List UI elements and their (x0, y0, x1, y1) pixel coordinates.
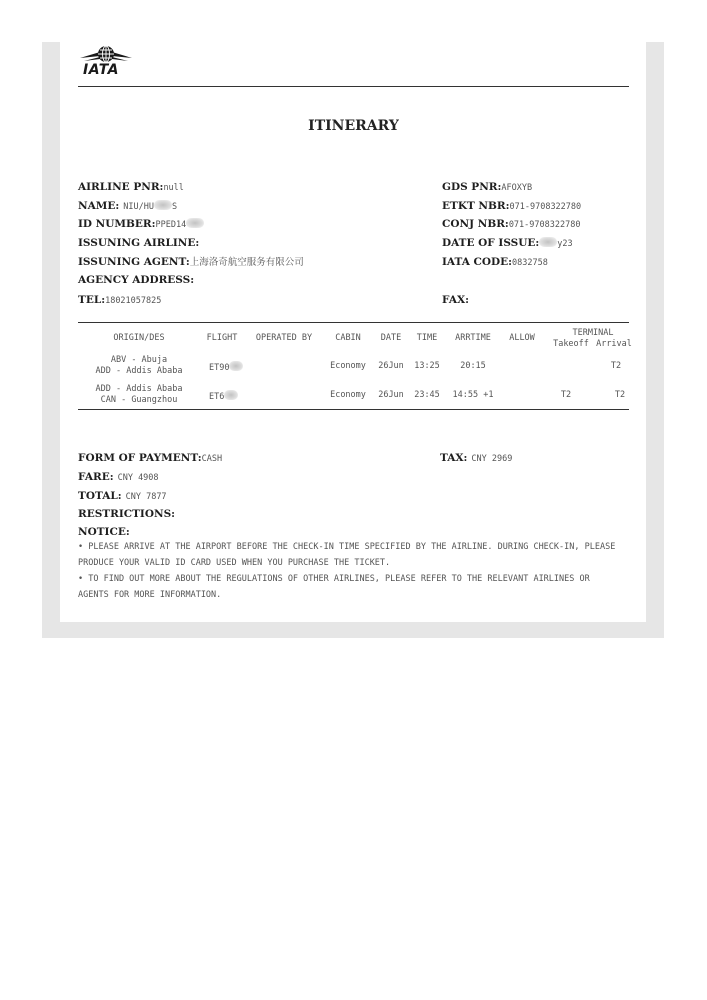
field-label: RESTRICTIONS: (78, 508, 176, 520)
field-value: NIU/HU (123, 202, 154, 212)
field-agency-address (78, 270, 194, 288)
field-label: FARE: (78, 471, 114, 483)
col-header-operated-by: OPERATED BY (255, 333, 313, 343)
table-bottom-rule (78, 409, 629, 410)
col-header-flight: FLIGHT (206, 333, 238, 343)
field-iata-code (442, 252, 548, 270)
col-header-date: DATE (380, 333, 402, 343)
field-value: 18021057825 (105, 296, 162, 306)
flight-number: ET90 (209, 363, 230, 373)
field-value: PPED14 (155, 220, 187, 230)
row2-cabin: Economy (330, 390, 366, 400)
notice-line: AGENTS FOR MORE INFORMATION. (78, 590, 222, 600)
row1-cabin: Economy (330, 361, 366, 371)
col-header-takeoff: Takeoff (553, 339, 589, 349)
row1-flight (209, 361, 243, 373)
redaction-blur (186, 218, 204, 228)
field-tax (440, 448, 512, 466)
field-notice (78, 522, 130, 540)
row1-arrival-terminal: T2 (610, 361, 622, 371)
field-label: NAME: (78, 200, 120, 212)
field-label: CONJ NBR: (442, 218, 509, 230)
row2-time: 23:45 (414, 390, 440, 400)
row2-arrival-terminal: T2 (614, 390, 626, 400)
field-value: 071-9708322780 (509, 202, 582, 212)
field-label: IATA CODE: (442, 256, 513, 268)
field-id-number (78, 214, 204, 232)
field-gds-pnr (442, 177, 532, 195)
field-label: TAX: (440, 452, 468, 464)
row1-arrtime: 20:15 (460, 361, 486, 371)
field-label: FORM OF PAYMENT: (78, 452, 202, 464)
row1-time: 13:25 (414, 361, 440, 371)
field-conj-nbr (442, 214, 580, 232)
field-date-of-issue (442, 233, 573, 251)
field-label: ISSUNING AIRLINE: (78, 237, 200, 249)
field-label: ID NUMBER: (78, 218, 156, 230)
row2-flight (209, 390, 238, 402)
field-label: DATE OF ISSUE: (442, 237, 540, 249)
row2-arrtime: 14:55 +1 (452, 390, 494, 400)
field-value: CASH (201, 454, 223, 464)
field-label: NOTICE: (78, 526, 130, 538)
field-restrictions (78, 504, 175, 522)
col-header-cabin: CABIN (335, 333, 361, 343)
col-header-arrival: Arrival (596, 339, 632, 349)
field-issuing-airline (78, 233, 199, 251)
field-label: ETKT NBR: (442, 200, 510, 212)
field-tel (78, 290, 161, 308)
table-top-rule (78, 322, 629, 323)
col-header-allow: ALLOW (509, 333, 535, 343)
col-header-origin: ORIGIN/DES (113, 333, 165, 343)
field-total (78, 486, 167, 504)
notice-line: PRODUCE YOUR VALID ID CARD USED WHEN YOU PURCHASE THE TICKET. (78, 558, 391, 568)
field-name (78, 196, 177, 214)
field-value: 071-9708322780 (508, 220, 581, 230)
field-fare (78, 467, 159, 485)
field-label: AGENCY ADDRESS: (78, 274, 195, 286)
redaction-blur (229, 361, 243, 371)
field-etkt-nbr (442, 196, 581, 214)
field-fax (442, 290, 469, 308)
field-label: TEL: (78, 294, 106, 306)
field-value-tail: S (171, 202, 178, 212)
logo-text: IATA (83, 62, 120, 78)
field-label: FAX: (442, 294, 470, 306)
field-label: GDS PNR: (442, 181, 502, 193)
redaction-blur (539, 237, 557, 247)
iata-logo (78, 44, 134, 82)
row2-origin: ADD - Addis Ababa (95, 384, 183, 394)
notice-line: • PLEASE ARRIVE AT THE AIRPORT BEFORE THE CHECK-IN TIME SPECIFIED BY THE AIRLINE. DURING CHECK-IN, PLEASE (78, 542, 616, 552)
row1-origin: ABV - Abuja (110, 355, 168, 365)
row2-destination: CAN - Guangzhou (100, 395, 178, 405)
redaction-blur (154, 200, 172, 210)
field-value: CNY 2969 (471, 454, 513, 464)
page-title: ITINERARY (308, 118, 399, 134)
col-header-terminal: TERMINAL (572, 328, 614, 338)
field-label: TOTAL: (78, 490, 122, 502)
field-airline-pnr (78, 177, 184, 195)
flight-number: ET6 (209, 392, 225, 402)
field-value: AFOXYB (501, 183, 533, 193)
field-value-tail: y23 (557, 239, 573, 249)
row1-date: 26Jun (378, 361, 404, 371)
field-label: ISSUNING AGENT: (78, 256, 190, 268)
field-form-of-payment (78, 448, 222, 466)
header-divider (78, 86, 629, 87)
field-value: CNY 7877 (125, 492, 167, 502)
row1-destination: ADD - Addis Ababa (95, 366, 183, 376)
row2-date: 26Jun (378, 390, 404, 400)
field-value: 0832758 (512, 258, 548, 268)
field-value: null (163, 183, 184, 193)
col-header-time: TIME (416, 333, 438, 343)
field-value: CNY 4908 (117, 473, 159, 483)
col-header-arrtime: ARRTIME (455, 333, 491, 343)
notice-line: • TO FIND OUT MORE ABOUT THE REGULATIONS OF OTHER AIRLINES, PLEASE REFER TO THE RELEVANT AIRLINES OR (78, 574, 590, 584)
field-value: 上海洛奇航空服务有限公司 (189, 257, 304, 268)
field-issuing-agent (78, 252, 304, 270)
row2-takeoff-terminal: T2 (560, 390, 572, 400)
field-label: AIRLINE PNR: (78, 181, 164, 193)
redaction-blur (224, 390, 238, 400)
